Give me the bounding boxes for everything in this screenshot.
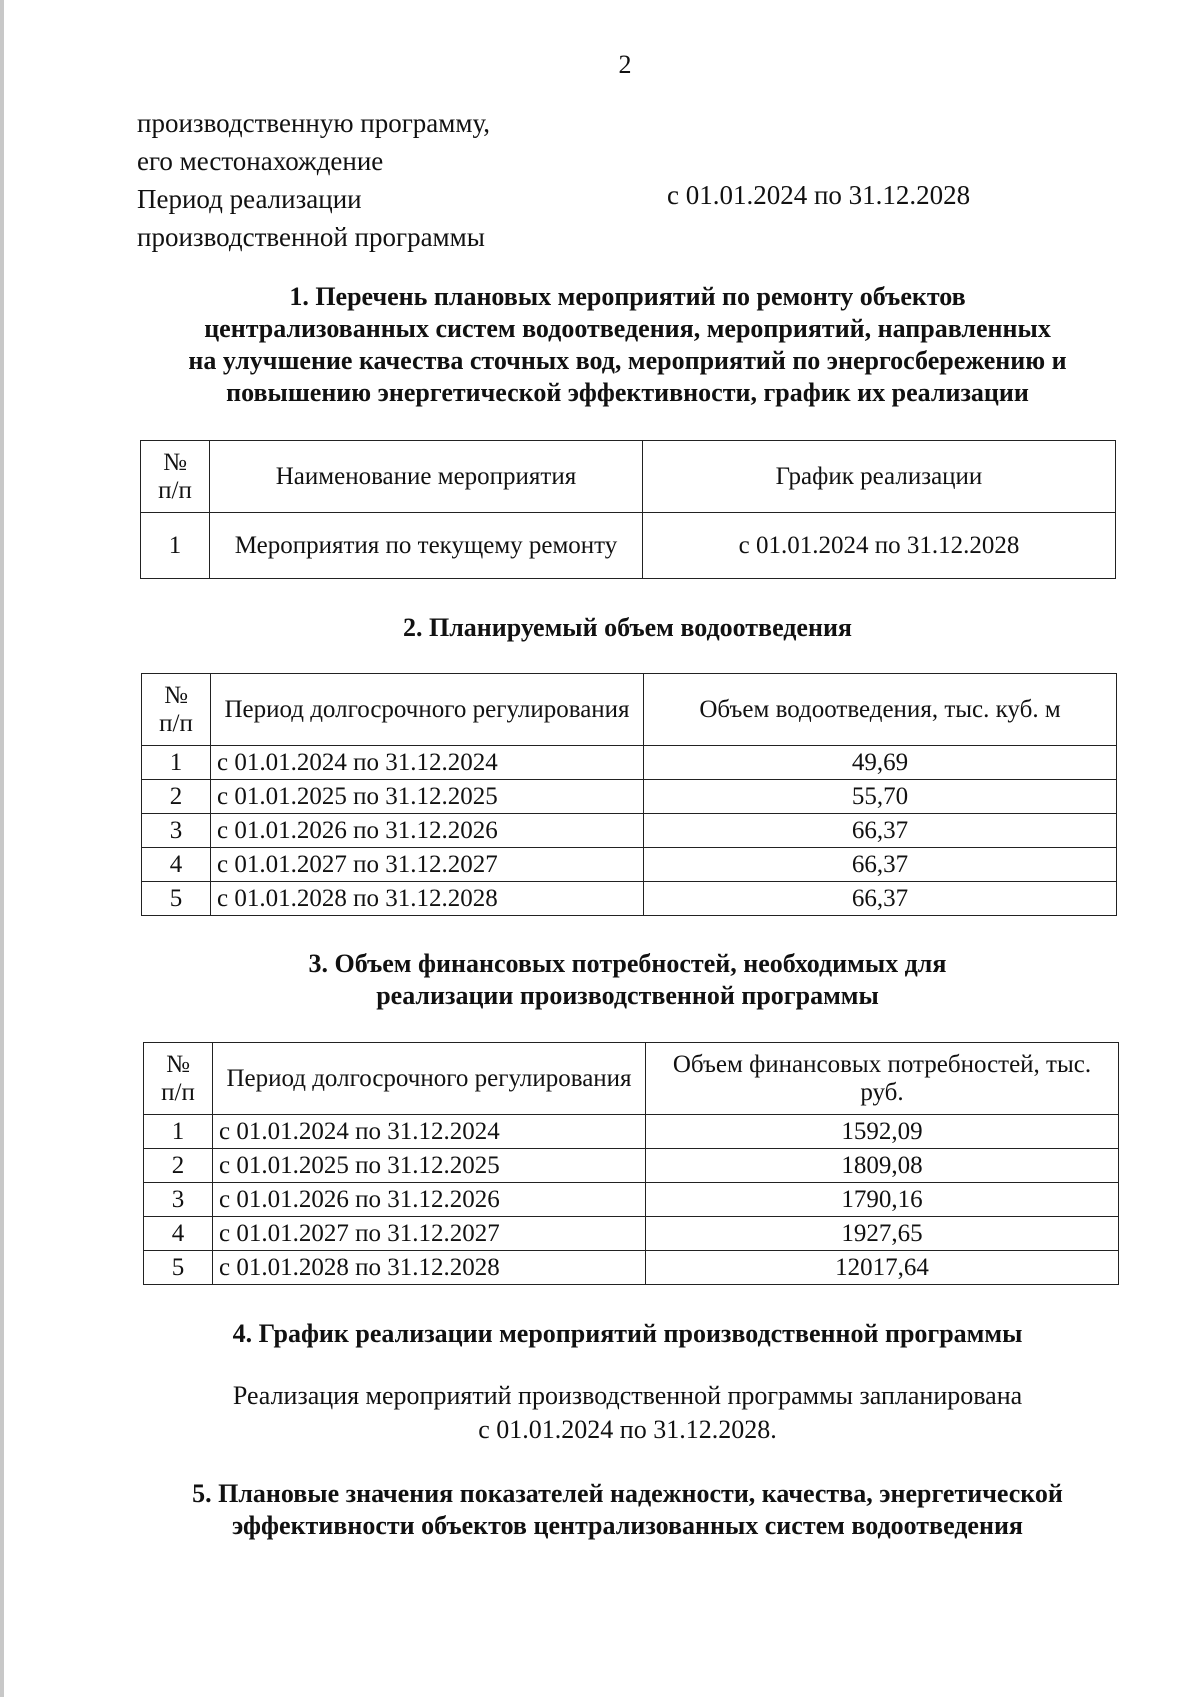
header-schedule: График реализации: [643, 441, 1116, 513]
page-number: 2: [618, 50, 632, 79]
header-period: Период долгосрочного регулирования: [211, 674, 644, 746]
wastewater-volume-table: [141, 673, 1117, 916]
period-row: [137, 180, 970, 218]
page-edge: [0, 0, 4, 1697]
row-name: Мероприятия по текущему ремонту: [210, 513, 643, 579]
table-row: 5 с 01.01.2028 по 31.12.2028 66,37: [142, 882, 1117, 916]
section2-title: 2. Планируемый объем водоотведения: [402, 613, 853, 642]
header-num: № п/п: [144, 1043, 213, 1115]
table-row: [141, 513, 1116, 579]
row-num: 1: [141, 513, 210, 579]
intro-line: его местонахождение: [137, 146, 384, 176]
period-label: Период реализации: [137, 184, 362, 214]
section5-title: 5. Плановые значения показателей надежности, качества, энергетической эффективности объектов централизованных систем водоотведения: [192, 1479, 1063, 1540]
section3-title: 3. Объем финансовых потребностей, необходимых для реализации производственной программы: [308, 949, 947, 1010]
period-value: с 01.01.2024 по 31.12.2028: [667, 180, 971, 210]
section4-text: Реализация мероприятий производственной программы запланирована с 01.01.2024 по 31.12.2028.: [232, 1381, 1023, 1444]
table-row: 3 с 01.01.2026 по 31.12.2026 1790,16: [144, 1183, 1119, 1217]
header-num: № п/п: [141, 441, 210, 513]
header-period: Период долгосрочного регулирования: [213, 1043, 646, 1115]
table-row: 4 с 01.01.2027 по 31.12.2027 1927,65: [144, 1217, 1119, 1251]
table-header-row: [144, 1043, 1119, 1115]
measures-table: [140, 440, 1116, 579]
header-name: Наименование мероприятия: [210, 441, 643, 513]
table-row: 3 с 01.01.2026 по 31.12.2026 66,37: [142, 814, 1117, 848]
table-row: 2 с 01.01.2025 по 31.12.2025 55,70: [142, 780, 1117, 814]
header-volume: Объем водоотведения, тыс. куб. м: [644, 674, 1117, 746]
table-header-row: [142, 674, 1117, 746]
table-row: 5 с 01.01.2028 по 31.12.2028 12017,64: [144, 1251, 1119, 1285]
table-row: 4 с 01.01.2027 по 31.12.2027 66,37: [142, 848, 1117, 882]
table-row: 1 с 01.01.2024 по 31.12.2024 1592,09: [144, 1115, 1119, 1149]
header-finance: Объем финансовых потребностей, тыс. руб.: [646, 1043, 1119, 1115]
intro-block: [137, 104, 970, 256]
table-header-row: [141, 441, 1116, 513]
header-num: № п/п: [142, 674, 211, 746]
row-schedule: с 01.01.2024 по 31.12.2028: [643, 513, 1116, 579]
section4-title: 4. График реализации мероприятий производственной программы: [232, 1319, 1023, 1348]
intro-line: производственную программу,: [137, 108, 490, 138]
period-label-cont: производственной программы: [137, 222, 485, 252]
finance-table: [143, 1042, 1119, 1285]
table-row: 2 с 01.01.2025 по 31.12.2025 1809,08: [144, 1149, 1119, 1183]
table-row: 1 с 01.01.2024 по 31.12.2024 49,69: [142, 746, 1117, 780]
section1-title: 1. Перечень плановых мероприятий по ремонту объектов централизованных систем водоотведения, мероприятий, направленных на улучшение качества сточных вод, мероприятий по энергосбережению и повышению энергетической эффективности, график их реализации: [188, 282, 1067, 407]
